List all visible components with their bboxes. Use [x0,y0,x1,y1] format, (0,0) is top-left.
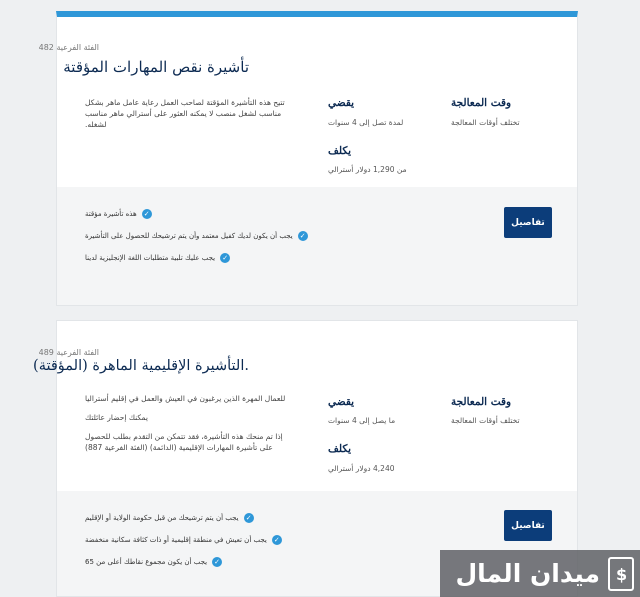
cost-value: من 1,290 دولار أسترالي [328,165,407,174]
check-icon: ✓ [212,557,222,567]
requirement-item [85,253,230,263]
processing-value: تختلف أوقات المعالجة [451,416,520,425]
visa-card-footer [57,187,577,305]
visa-title[interactable]: .التأشيرة الإقليمية الماهرة (المؤقتة) [33,358,249,374]
watermark-logo [440,550,640,597]
requirement-text: يجب أن يتم ترشيحك من قبل حكومة الولاية أو الإقليم [85,514,239,522]
requirement-item [85,535,282,545]
check-icon: ✓ [298,231,308,241]
requirement-item [85,557,222,567]
visa-subclass: الفئة الفرعية 489 [38,348,99,357]
stay-label: يقضي [328,396,355,408]
requirement-text: يجب عليك تلبية متطلبات اللغة الإنجليزية لدينا [85,254,216,262]
stay-value: ما يصل إلى 4 سنوات [328,416,396,425]
details-button[interactable]: تفاصيل [504,207,552,238]
requirement-text: يجب أن تعيش في منطقة إقليمية أو ذات كثافة سكانية منخفضة [85,536,267,544]
stay-value: لمدة تصل إلى 4 سنوات [328,118,404,127]
cost-label: يكلف [328,443,352,455]
cost-value: 4,240 دولار أسترالي [328,464,395,473]
visa-card-header [38,17,577,194]
check-icon: ✓ [142,209,152,219]
visa-description-line: تتيح هذه التأشيرة المؤقتة لصاحب العمل رعاية عامل ماهر بشكل مناسب لشغل منصب لا يمكنه العثور على أسترالي ماهر مناسب لشغله. [85,98,285,129]
visa-description [85,97,295,138]
cost-label: يكلف [328,145,352,157]
processing-label: وقت المعالجة [451,97,512,109]
requirement-text: هذه تأشيرة مؤقتة [85,210,137,218]
money-emblem-icon [608,557,634,591]
visa-description-line: يمكنك إحضار عائلتك [85,413,148,422]
visa-card-482 [38,11,578,306]
visa-description [85,393,295,461]
check-icon: ✓ [272,535,282,545]
requirement-text: يجب أن يكون مجموع نقاطك أعلى من 65 [85,558,208,566]
requirement-item [85,513,254,523]
watermark-text: ميدان المال [455,559,600,588]
processing-label: وقت المعالجة [451,396,512,408]
visa-title[interactable]: تأشيرة نقص المهارات المؤقتة [63,58,249,76]
requirement-text: يجب أن يكون لديك كفيل معتمد وأن يتم ترشيحك للحصول على التأشيرة [85,232,293,240]
check-icon: ✓ [220,253,230,263]
processing-value: تختلف أوقات المعالجة [451,118,520,127]
visa-description-line: للعمال المهرة الذين يرغبون في العيش والعمل في إقليم أستراليا [85,394,286,403]
visa-subclass: الفئة الفرعية 482 [38,43,99,52]
stay-label: يقضي [328,97,355,109]
requirement-item [85,231,308,241]
visa-card-header [33,321,577,493]
details-button[interactable]: تفاصيل [504,510,552,541]
check-icon: ✓ [244,513,254,523]
requirement-item [85,209,152,219]
visa-description-line: إذا تم منحك هذه التأشيرة، فقد تتمكن من التقدم بطلب للحصول على تأشيرة المهارات الإقليمية (الدائمة) (الفئة الفرعية 887) [85,432,283,452]
